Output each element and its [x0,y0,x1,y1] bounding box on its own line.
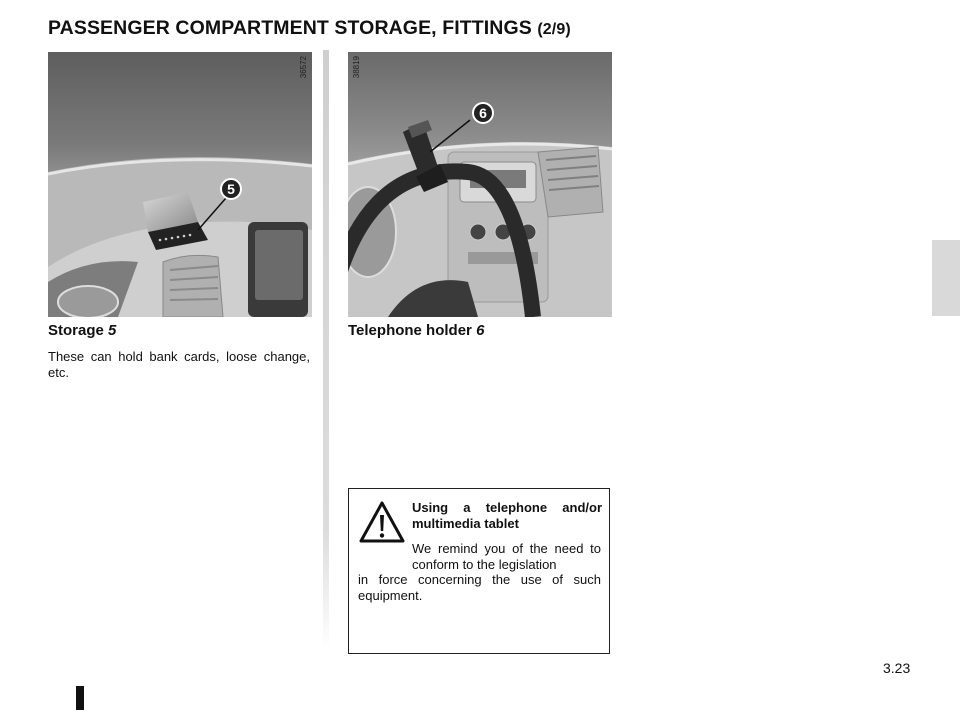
warning-text [358,541,601,603]
warning-box [348,488,610,654]
corner-mark [76,686,84,710]
callout-marker-6: 6 [472,102,494,124]
warning-title: Using a telephone and/or multimedia tablet [412,500,602,531]
storage-description: These can hold bank cards, loose change, etc. [48,349,310,380]
storage-photo [48,52,312,317]
telephone-holder-heading-number: 6 [476,322,485,339]
telephone-holder-heading-text: Telephone holder [348,322,472,339]
page-title [48,17,571,40]
page-number: 3.23 [883,660,911,676]
warning-triangle-icon [359,501,405,543]
telephone-holder-illustration [348,52,612,317]
page-part-indicator: (2/9) [537,21,571,38]
telephone-holder-heading [348,322,484,339]
storage-illustration [48,52,312,317]
callout-marker-5: 5 [220,178,242,200]
column-divider [323,50,329,650]
page-title-text: PASSENGER COMPARTMENT STORAGE, FITTINGS [48,17,532,39]
figure-code: 38819 [352,56,361,79]
warning-text-first: We remind you of the need to conform to the legislation [412,541,601,572]
telephone-holder-photo [348,52,612,317]
figure-code: 36572 [299,56,308,79]
warning-text-rest: in force concerning the use of such equipment. [358,572,601,603]
storage-heading-number: 5 [108,322,117,339]
storage-heading-text: Storage [48,322,104,339]
storage-heading [48,322,116,339]
chapter-tab [932,240,960,316]
